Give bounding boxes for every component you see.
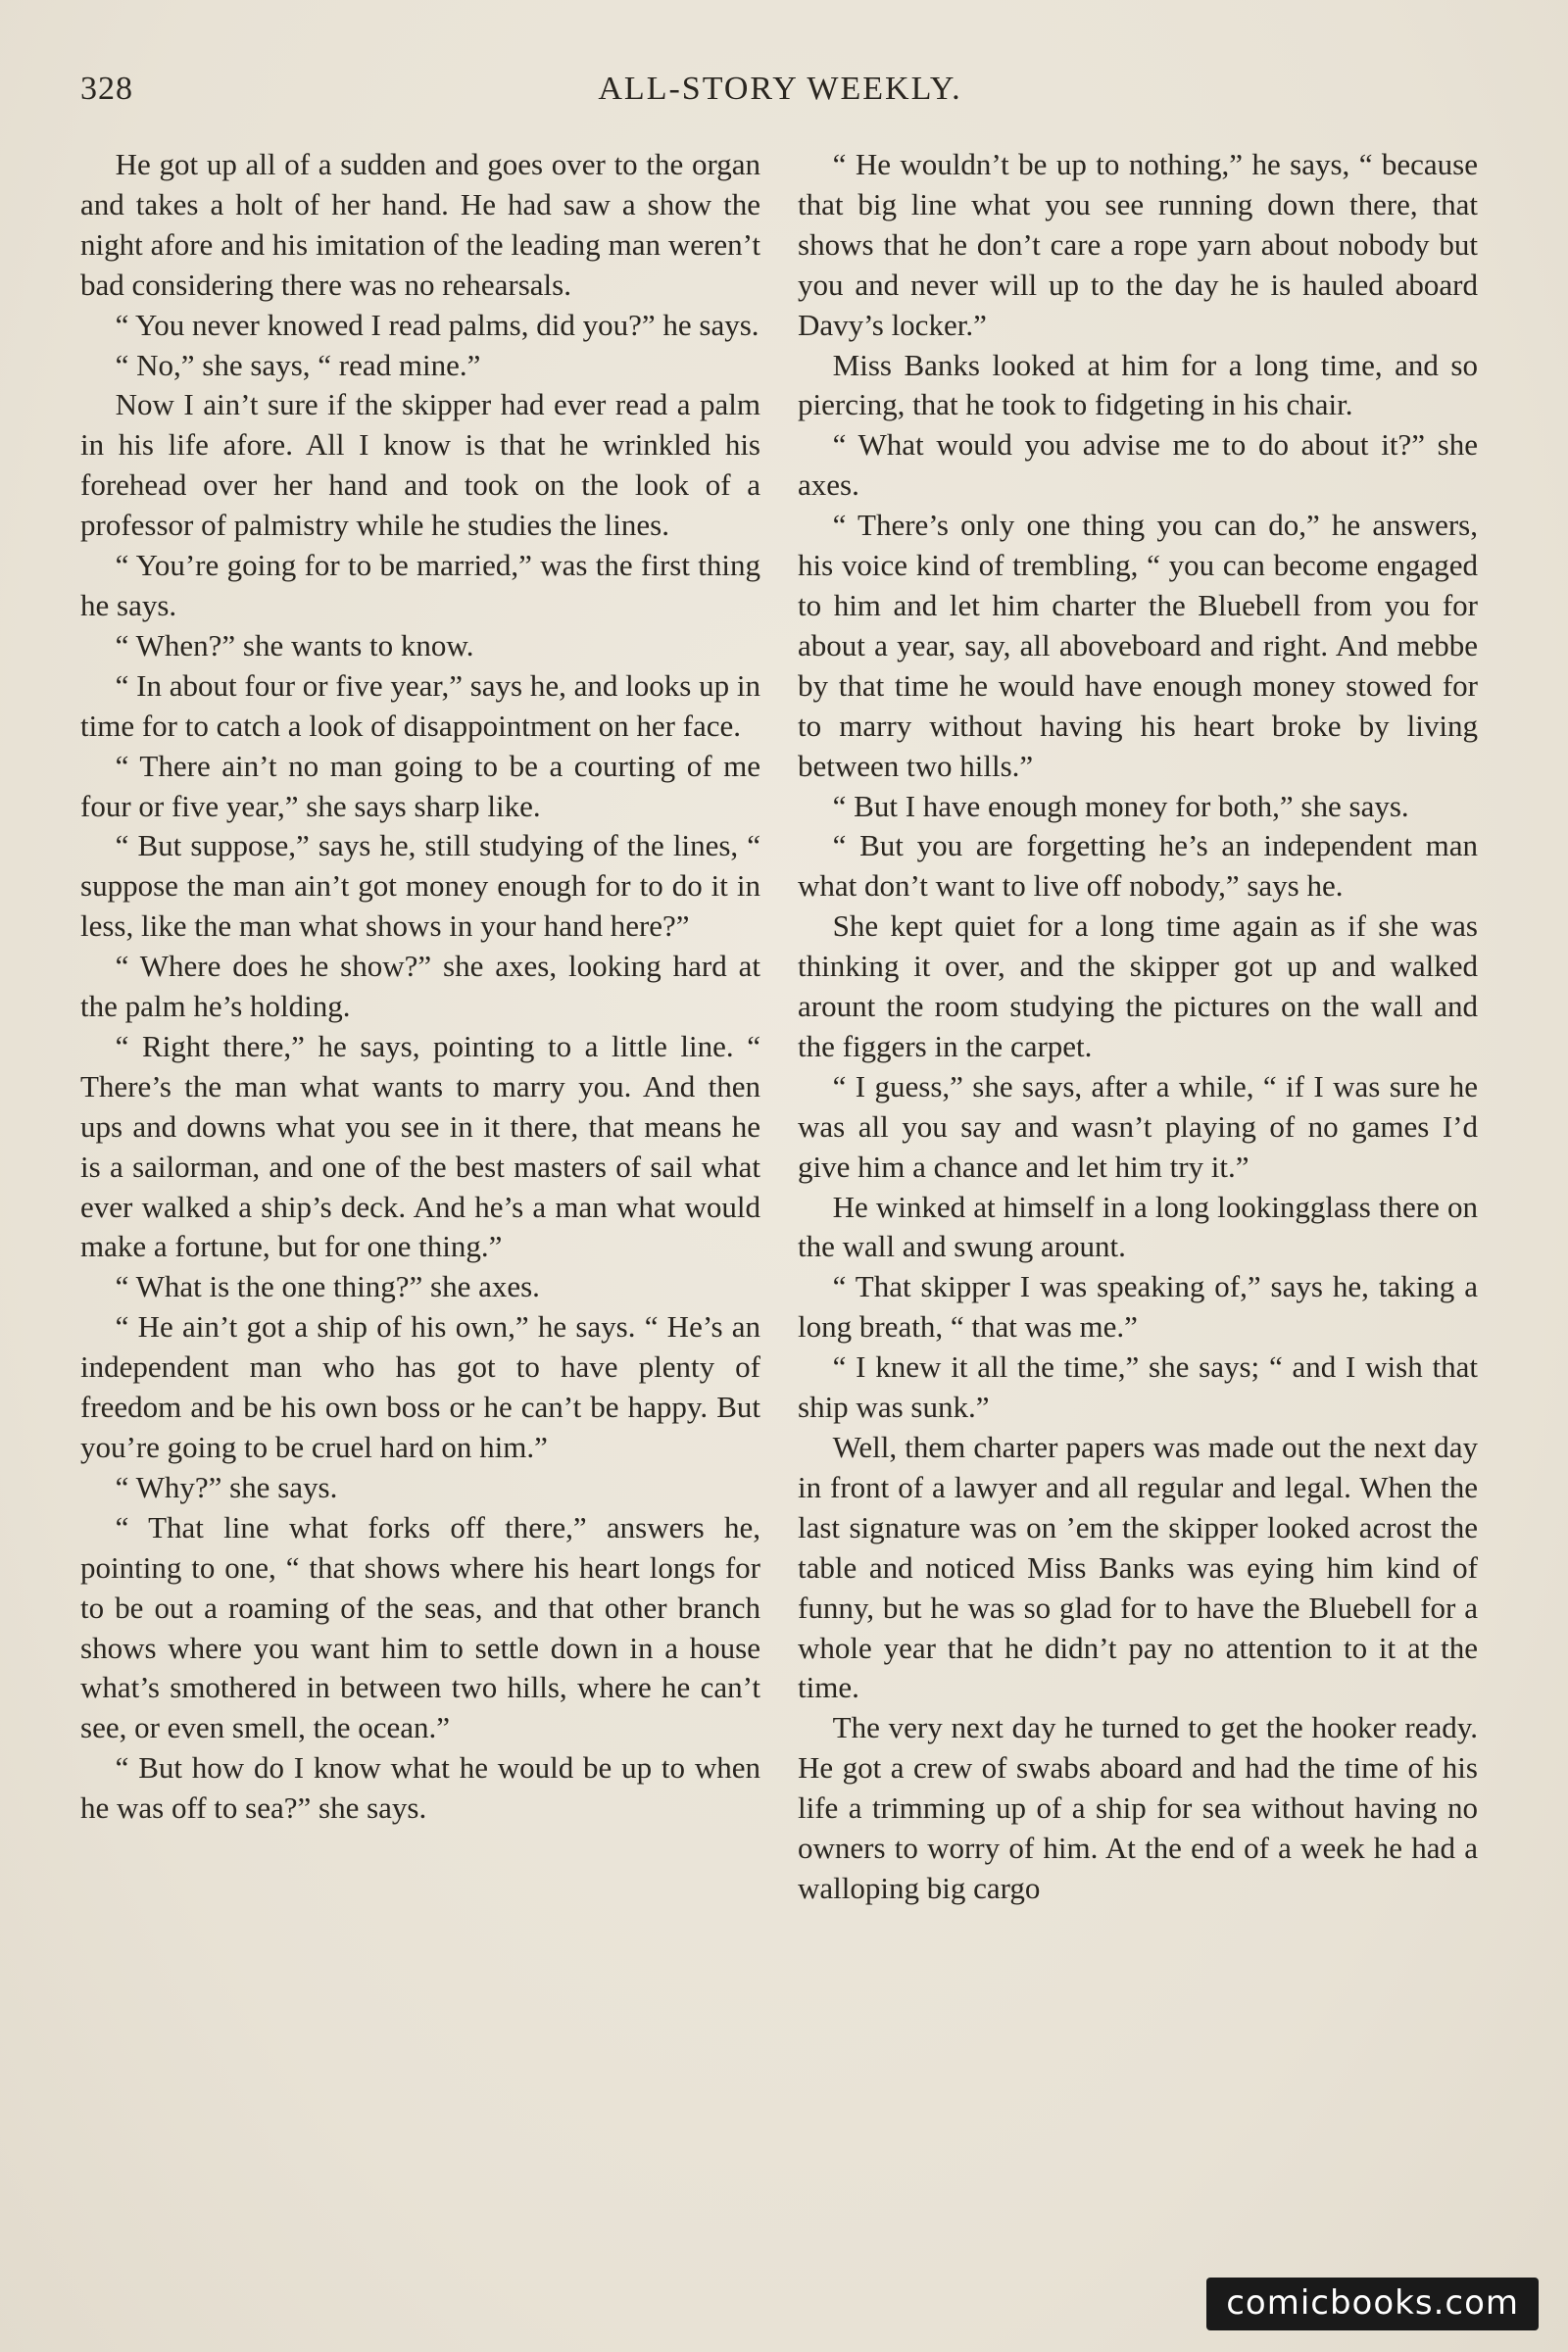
paragraph: “ But you are forgetting he’s an independent man what don’t want to live off nobody,” says he.: [798, 828, 1478, 904]
paragraph: “ He ain’t got a ship of his own,” he says. “ He’s an independent man who has got to have plenty of freedom and be his own boss or he can’t be happy. But you’re going to be cruel hard on him.”: [80, 1309, 760, 1464]
paragraph: “ When?” she wants to know.: [115, 627, 474, 662]
paragraph: He winked at himself in a long lookingglass there on the wall and swung arount.: [798, 1189, 1478, 1264]
paragraph: Miss Banks looked at him for a long time, and so piercing, that he took to fidgeting in his chair.: [798, 347, 1478, 422]
paragraph: “ Right there,” he says, pointing to a little line. “ There’s the man what wants to marry you. And then ups and downs what you see in it there, that means he is a sailorman, and one of the best masters of sail what ever walked a ship’s deck. And he’s a man what would make a fortune, but for one thing.”: [80, 1028, 760, 1264]
left-column: [80, 145, 760, 1829]
paragraph: He got up all of a sudden and goes over to the organ and takes a holt of her hand. He had saw a show the night afore and his imitation of the leading man weren’t bad considering there was no rehearsals.: [80, 147, 760, 302]
paragraph: “ You’re going for to be married,” was the first thing he says.: [80, 548, 760, 622]
paragraph: “ But suppose,” says he, still studying of the lines, “ suppose the man ain’t got money enough for to do it in less, like the man what shows in your hand here?”: [80, 828, 760, 944]
paragraph: “ What is the one thing?” she axes.: [115, 1269, 540, 1304]
paragraph: “ You never knowed I read palms, did you?” he says.: [115, 307, 760, 342]
paragraph: “ I knew it all the time,” she says; “ and I wish that ship was sunk.”: [798, 1349, 1478, 1425]
paragraph: She kept quiet for a long time again as if she was thinking it over, and the skipper got up and walked arount the room studying the pictures on the wall and the figgers in the carpet.: [798, 908, 1478, 1063]
paragraph: “ There ain’t no man going to be a courting of me four or five year,” she says sharp like.: [80, 748, 760, 823]
paragraph: “ But I have enough money for both,” she says.: [832, 788, 1409, 823]
paragraph: “ Why?” she says.: [115, 1469, 338, 1504]
paragraph: The very next day he turned to get the hooker ready. He got a crew of swabs aboard and had the time of his life a trimming up of a ship for sea without having no owners to worry of him. At the end of a week he had a walloping big cargo: [798, 1710, 1478, 1905]
paragraph: “ There’s only one thing you can do,” he answers, his voice kind of trembling, “ you can become engaged to him and let him charter the Bluebell from you for about a year, say, all aboveboard and right. And mebbe by that time he would have enough money stowed for to marry without having his heart broke by living between two hills.”: [798, 508, 1478, 783]
paragraph: “ That line what forks off there,” answers he, pointing to one, “ that shows where his heart longs for to be out a roaming of the seas, and that other branch shows where you want him to settle down in a house what’s smothered in between two hills, where he can’t see, or even smell, the ocean.”: [80, 1509, 760, 1745]
paragraph: “ He wouldn’t be up to nothing,” he says, “ because that big line what you see running down there, that shows that he don’t care a rope yarn about nobody but you and never will up to the day he is hauled aboard Davy’s locker.”: [798, 147, 1478, 342]
paragraph: Now I ain’t sure if the skipper had ever read a palm in his life afore. All I know is that he wrinkled his forehead over her hand and took on the look of a professor of palmistry while he studies the lines.: [80, 387, 760, 543]
paragraph: “ In about four or five year,” says he, and looks up in time for to catch a look of disappointment on her face.: [80, 667, 760, 743]
page-number: 328: [80, 71, 133, 107]
paragraph: “ That skipper I was speaking of,” says he, taking a long breath, “ that was me.”: [798, 1269, 1478, 1345]
paragraph: “ But how do I know what he would be up to when he was off to sea?” she says.: [80, 1750, 760, 1826]
right-column: [798, 145, 1478, 1909]
running-title: ALL-STORY WEEKLY.: [598, 71, 962, 107]
page-header: [80, 71, 1480, 120]
paragraph: “ I guess,” she says, after a while, “ if I was sure he was all you say and wasn’t playing of no games I’d give him a chance and let him try it.”: [798, 1068, 1478, 1184]
paragraph: Well, them charter papers was made out the next day in front of a lawyer and all regular and legal. When the last signature was on ’em the skipper looked acrost the table and noticed Miss Banks was eying him kind of funny, but he was so glad for to have the Bluebell for a whole year that he didn’t pay no attention to it at the time.: [798, 1430, 1478, 1705]
paragraph: “ No,” she says, “ read mine.”: [115, 347, 481, 382]
paragraph: “ What would you advise me to do about it?” she axes.: [798, 427, 1478, 503]
watermark-badge: comicbooks.com: [1206, 2278, 1539, 2330]
paragraph: “ Where does he show?” she axes, looking hard at the palm he’s holding.: [80, 949, 760, 1024]
